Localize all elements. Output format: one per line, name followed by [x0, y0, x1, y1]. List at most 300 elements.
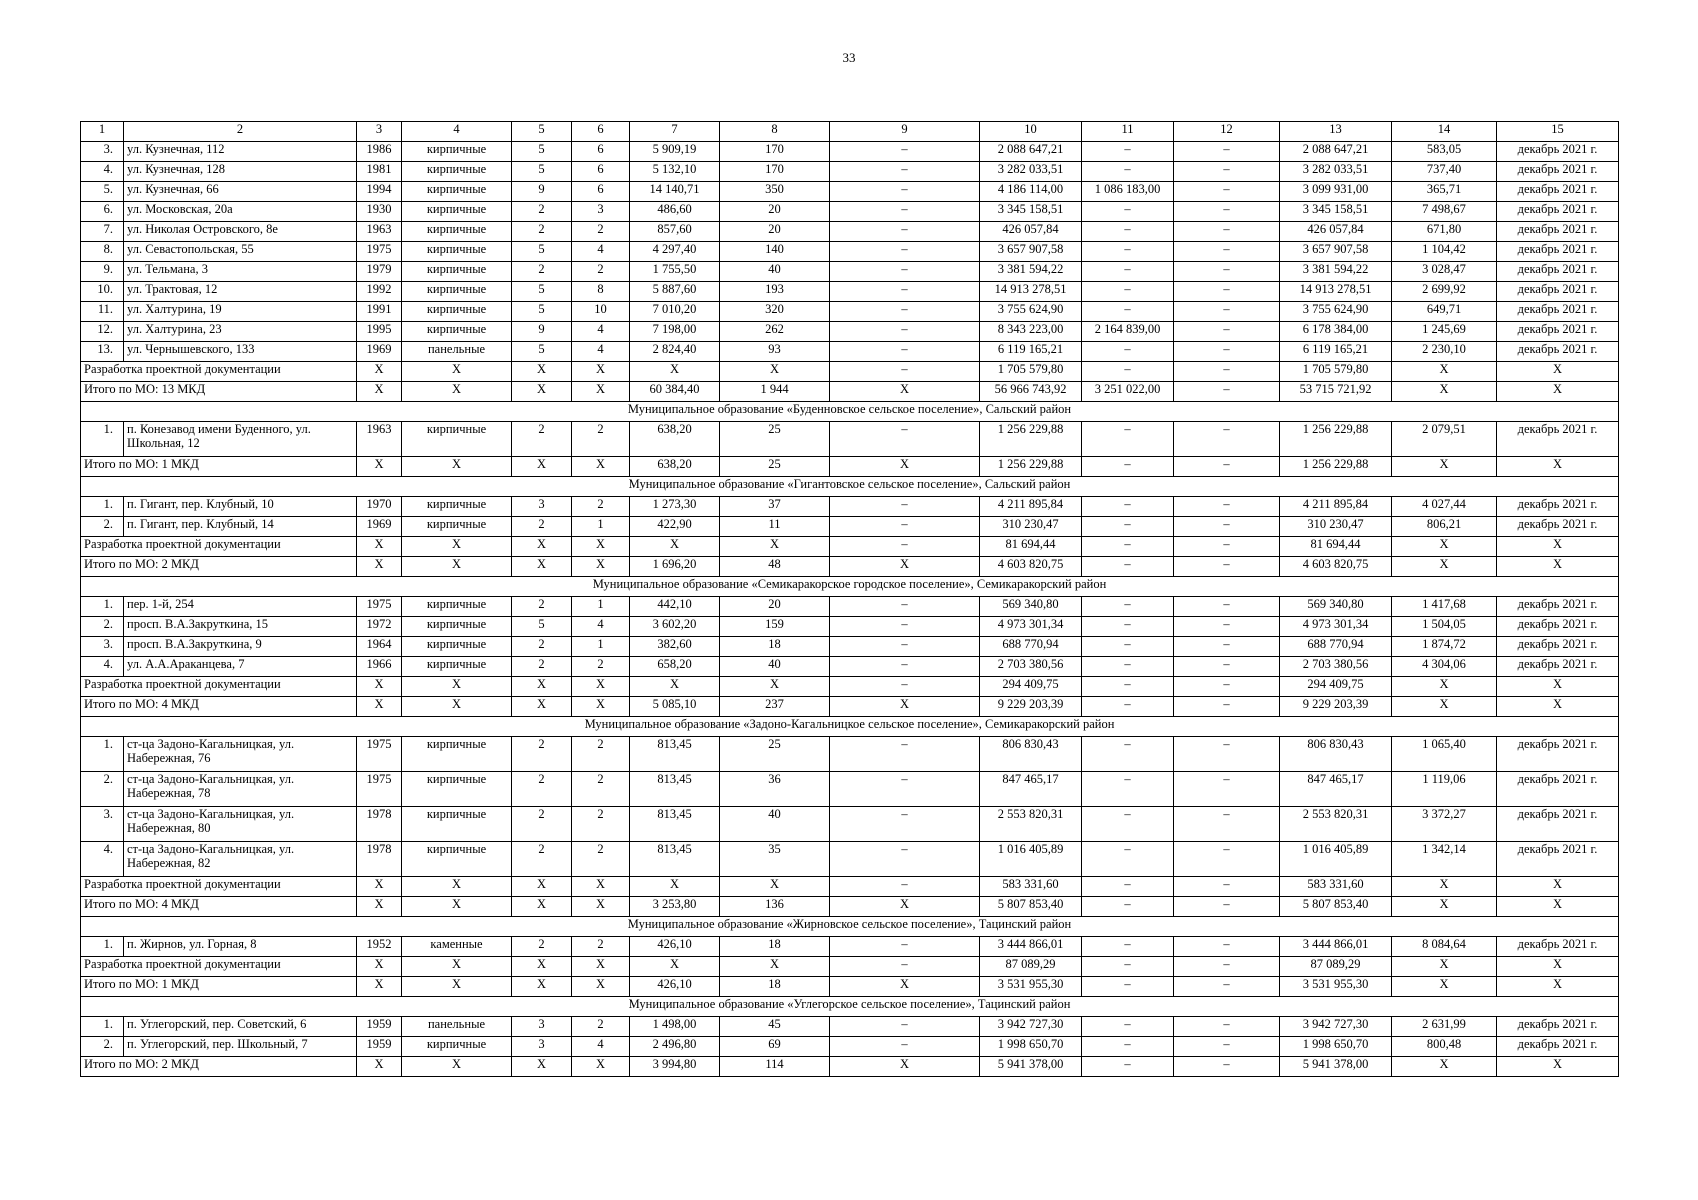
- table-cell: 2: [512, 222, 572, 242]
- table-cell: 13.: [81, 342, 124, 362]
- table-cell: –: [1174, 162, 1280, 182]
- table-cell: 806 830,43: [1280, 737, 1392, 772]
- table-cell: декабрь 2021 г.: [1497, 772, 1619, 807]
- table-cell: 69: [720, 1037, 830, 1057]
- table-cell: 1963: [357, 422, 402, 457]
- table-cell: X: [830, 382, 980, 402]
- table-cell: 1991: [357, 302, 402, 322]
- table-cell: 1978: [357, 807, 402, 842]
- table-cell: 4 973 301,34: [980, 617, 1082, 637]
- table-cell: 2: [512, 772, 572, 807]
- table-cell: X: [572, 362, 630, 382]
- table-cell: X: [572, 957, 630, 977]
- table-cell: –: [1174, 937, 1280, 957]
- table-row: [81, 1017, 1619, 1037]
- table-cell: X: [512, 457, 572, 477]
- table-row: [81, 182, 1619, 202]
- table-cell: 350: [720, 182, 830, 202]
- table-cell: 4 304,06: [1392, 657, 1497, 677]
- table-cell: просп. В.А.Закруткина, 9: [124, 637, 357, 657]
- table-cell: 1975: [357, 597, 402, 617]
- table-cell: 7.: [81, 222, 124, 242]
- column-number: 10: [980, 122, 1082, 142]
- table-cell: –: [1082, 222, 1174, 242]
- table-cell: X: [512, 362, 572, 382]
- table-cell: –: [830, 282, 980, 302]
- table-cell: декабрь 2021 г.: [1497, 1017, 1619, 1037]
- table-cell: X: [357, 537, 402, 557]
- table-cell: 5 941 378,00: [1280, 1057, 1392, 1077]
- summary-label: Разработка проектной документации: [81, 362, 357, 382]
- table-cell: 9: [512, 322, 572, 342]
- table-cell: ст-ца Задоно-Кагальницкая, ул. Набережная, 82: [124, 842, 357, 877]
- table-cell: 1 256 229,88: [980, 457, 1082, 477]
- table-cell: –: [1174, 807, 1280, 842]
- table-cell: 4.: [81, 657, 124, 677]
- table-cell: X: [357, 457, 402, 477]
- table-cell: ул. Тельмана, 3: [124, 262, 357, 282]
- table-cell: кирпичные: [402, 637, 512, 657]
- table-cell: 806 830,43: [980, 737, 1082, 772]
- table-cell: декабрь 2021 г.: [1497, 637, 1619, 657]
- table-cell: X: [357, 382, 402, 402]
- table-cell: –: [1082, 162, 1174, 182]
- table-cell: –: [1082, 597, 1174, 617]
- table-cell: 2.: [81, 617, 124, 637]
- summary-row: [81, 677, 1619, 697]
- table-cell: –: [1174, 222, 1280, 242]
- table-cell: декабрь 2021 г.: [1497, 1037, 1619, 1057]
- table-cell: 365,71: [1392, 182, 1497, 202]
- table-cell: 9.: [81, 262, 124, 282]
- table-cell: 3 099 931,00: [1280, 182, 1392, 202]
- table-cell: 6.: [81, 202, 124, 222]
- table-cell: 60 384,40: [630, 382, 720, 402]
- table-cell: X: [572, 537, 630, 557]
- table-row: [81, 322, 1619, 342]
- table-cell: 442,10: [630, 597, 720, 617]
- table-cell: кирпичные: [402, 182, 512, 202]
- table-row: [81, 517, 1619, 537]
- table-cell: –: [1174, 977, 1280, 997]
- table-cell: 170: [720, 142, 830, 162]
- table-cell: X: [1392, 1057, 1497, 1077]
- table-cell: X: [572, 677, 630, 697]
- table-cell: 6 119 165,21: [980, 342, 1082, 362]
- table-cell: X: [572, 977, 630, 997]
- table-cell: 1981: [357, 162, 402, 182]
- table-cell: X: [1497, 977, 1619, 997]
- column-number: 12: [1174, 122, 1280, 142]
- table-cell: 2 553 820,31: [980, 807, 1082, 842]
- table-cell: –: [830, 362, 980, 382]
- table-cell: 2: [512, 842, 572, 877]
- table-cell: 2: [512, 737, 572, 772]
- table-cell: декабрь 2021 г.: [1497, 617, 1619, 637]
- table-cell: –: [830, 737, 980, 772]
- table-cell: X: [512, 977, 572, 997]
- table-cell: 1 119,06: [1392, 772, 1497, 807]
- table-cell: 8 084,64: [1392, 937, 1497, 957]
- table-cell: –: [830, 1017, 980, 1037]
- table-cell: ул. Кузнечная, 128: [124, 162, 357, 182]
- table-cell: X: [1497, 382, 1619, 402]
- table-cell: 2 631,99: [1392, 1017, 1497, 1037]
- table-cell: 2: [572, 772, 630, 807]
- table-cell: –: [830, 142, 980, 162]
- table-cell: X: [357, 697, 402, 717]
- table-cell: 45: [720, 1017, 830, 1037]
- table-row: [81, 142, 1619, 162]
- table-cell: 294 409,75: [1280, 677, 1392, 697]
- column-number: 14: [1392, 122, 1497, 142]
- table-cell: –: [1082, 807, 1174, 842]
- table-cell: –: [1174, 242, 1280, 262]
- table-cell: 1979: [357, 262, 402, 282]
- summary-row: [81, 537, 1619, 557]
- table-cell: –: [1082, 1057, 1174, 1077]
- table-cell: 2.: [81, 772, 124, 807]
- table-cell: 671,80: [1392, 222, 1497, 242]
- table-cell: 2 496,80: [630, 1037, 720, 1057]
- table-cell: X: [1392, 677, 1497, 697]
- table-cell: 5 132,10: [630, 162, 720, 182]
- table-cell: 1.: [81, 937, 124, 957]
- table-cell: X: [512, 537, 572, 557]
- table-cell: –: [1174, 597, 1280, 617]
- table-cell: –: [1174, 697, 1280, 717]
- table-cell: –: [830, 222, 980, 242]
- summary-row: [81, 897, 1619, 917]
- table-cell: 813,45: [630, 842, 720, 877]
- table-cell: X: [402, 537, 512, 557]
- table-cell: 813,45: [630, 772, 720, 807]
- table-cell: кирпичные: [402, 142, 512, 162]
- table-cell: 4: [572, 242, 630, 262]
- summary-label: Итого по МО: 4 МКД: [81, 897, 357, 917]
- table-cell: 638,20: [630, 457, 720, 477]
- summary-label: Разработка проектной документации: [81, 877, 357, 897]
- table-cell: –: [1174, 497, 1280, 517]
- table-cell: –: [830, 842, 980, 877]
- table-cell: –: [1082, 637, 1174, 657]
- table-cell: –: [1174, 282, 1280, 302]
- table-cell: 2 088 647,21: [1280, 142, 1392, 162]
- column-number: 1: [81, 122, 124, 142]
- table-cell: кирпичные: [402, 517, 512, 537]
- summary-row: [81, 362, 1619, 382]
- table-cell: X: [1497, 877, 1619, 897]
- table-cell: 1963: [357, 222, 402, 242]
- table-cell: 1975: [357, 242, 402, 262]
- table-cell: –: [1174, 1017, 1280, 1037]
- table-cell: –: [1174, 537, 1280, 557]
- table-cell: –: [1082, 282, 1174, 302]
- summary-row: [81, 557, 1619, 577]
- table-cell: –: [1174, 362, 1280, 382]
- table-cell: –: [1174, 557, 1280, 577]
- table-cell: 3: [512, 1017, 572, 1037]
- table-cell: –: [1174, 657, 1280, 677]
- table-cell: 2: [572, 222, 630, 242]
- table-cell: 9 229 203,39: [1280, 697, 1392, 717]
- municipality-header-row: [81, 717, 1619, 737]
- table-cell: X: [1392, 897, 1497, 917]
- table-cell: X: [402, 897, 512, 917]
- table-cell: –: [1174, 677, 1280, 697]
- table-cell: X: [1392, 977, 1497, 997]
- table-cell: 1: [572, 597, 630, 617]
- table-cell: 8.: [81, 242, 124, 262]
- table-cell: 800,48: [1392, 1037, 1497, 1057]
- summary-label: Итого по МО: 13 МКД: [81, 382, 357, 402]
- table-cell: –: [1082, 957, 1174, 977]
- table-cell: X: [1392, 557, 1497, 577]
- table-cell: 310 230,47: [1280, 517, 1392, 537]
- table-cell: кирпичные: [402, 597, 512, 617]
- table-cell: 1 016 405,89: [1280, 842, 1392, 877]
- table-cell: 4: [572, 1037, 630, 1057]
- table-cell: 5: [512, 162, 572, 182]
- table-cell: 2: [572, 422, 630, 457]
- table-cell: ул. Кузнечная, 66: [124, 182, 357, 202]
- table-cell: 4: [572, 342, 630, 362]
- table-cell: декабрь 2021 г.: [1497, 842, 1619, 877]
- table-row: [81, 422, 1619, 457]
- table-cell: X: [402, 677, 512, 697]
- summary-row: [81, 457, 1619, 477]
- table-cell: кирпичные: [402, 422, 512, 457]
- table-cell: –: [830, 937, 980, 957]
- table-cell: 3 381 594,22: [1280, 262, 1392, 282]
- table-cell: 5: [512, 242, 572, 262]
- table-cell: 1959: [357, 1017, 402, 1037]
- table-cell: 3 942 727,30: [980, 1017, 1082, 1037]
- table-row: [81, 342, 1619, 362]
- table-cell: кирпичные: [402, 1037, 512, 1057]
- table-cell: 3 282 033,51: [1280, 162, 1392, 182]
- table-cell: 1 705 579,80: [1280, 362, 1392, 382]
- table-cell: X: [572, 557, 630, 577]
- table-cell: 5: [512, 617, 572, 637]
- table-cell: 813,45: [630, 807, 720, 842]
- table-cell: X: [357, 877, 402, 897]
- table-cell: 2: [512, 807, 572, 842]
- table-cell: ул. Халтурина, 23: [124, 322, 357, 342]
- column-number: 8: [720, 122, 830, 142]
- table-cell: 2 164 839,00: [1082, 322, 1174, 342]
- table-cell: 14 140,71: [630, 182, 720, 202]
- table-cell: п. Конезавод имени Буденного, ул. Школьная, 12: [124, 422, 357, 457]
- table-cell: декабрь 2021 г.: [1497, 322, 1619, 342]
- table-cell: –: [1174, 617, 1280, 637]
- table-cell: 1969: [357, 342, 402, 362]
- table-cell: 813,45: [630, 737, 720, 772]
- table-cell: 1 104,42: [1392, 242, 1497, 262]
- table-cell: –: [1082, 342, 1174, 362]
- table-cell: –: [1082, 242, 1174, 262]
- summary-label: Итого по МО: 1 МКД: [81, 457, 357, 477]
- table-cell: 1992: [357, 282, 402, 302]
- table-cell: 25: [720, 422, 830, 457]
- column-number: 5: [512, 122, 572, 142]
- table-cell: –: [1082, 877, 1174, 897]
- table-cell: –: [1082, 697, 1174, 717]
- summary-label: Итого по МО: 2 МКД: [81, 1057, 357, 1077]
- table-row: [81, 637, 1619, 657]
- table-cell: –: [830, 342, 980, 362]
- table-cell: 2: [572, 1017, 630, 1037]
- table-cell: 3 444 866,01: [980, 937, 1082, 957]
- table-cell: X: [402, 362, 512, 382]
- table-cell: –: [1174, 342, 1280, 362]
- table-cell: X: [1497, 1057, 1619, 1077]
- table-cell: –: [1174, 262, 1280, 282]
- table-cell: –: [1174, 737, 1280, 772]
- table-cell: 4 211 895,84: [1280, 497, 1392, 517]
- table-cell: 1 498,00: [630, 1017, 720, 1037]
- table-cell: декабрь 2021 г.: [1497, 222, 1619, 242]
- table-cell: –: [830, 242, 980, 262]
- table-cell: X: [1497, 362, 1619, 382]
- table-cell: 6: [572, 162, 630, 182]
- table-cell: 20: [720, 222, 830, 242]
- table-cell: 193: [720, 282, 830, 302]
- table-cell: 1978: [357, 842, 402, 877]
- table-row: [81, 842, 1619, 877]
- municipality-name: Муниципальное образование «Семикаракорское городское поселение», Семикаракорский район: [81, 577, 1619, 597]
- table-cell: 3 657 907,58: [980, 242, 1082, 262]
- table-cell: X: [830, 557, 980, 577]
- table-cell: –: [830, 517, 980, 537]
- table-cell: 5 085,10: [630, 697, 720, 717]
- table-cell: 36: [720, 772, 830, 807]
- table-cell: 81 694,44: [980, 537, 1082, 557]
- table-cell: 422,90: [630, 517, 720, 537]
- table-cell: X: [512, 697, 572, 717]
- table-cell: 4 211 895,84: [980, 497, 1082, 517]
- table-cell: –: [1174, 422, 1280, 457]
- column-number: 4: [402, 122, 512, 142]
- municipality-header-row: [81, 477, 1619, 497]
- table-cell: 1 998 650,70: [980, 1037, 1082, 1057]
- column-number: 13: [1280, 122, 1392, 142]
- table-cell: 40: [720, 807, 830, 842]
- table-cell: 3 282 033,51: [980, 162, 1082, 182]
- table-row: [81, 262, 1619, 282]
- table-cell: 1.: [81, 422, 124, 457]
- table-cell: декабрь 2021 г.: [1497, 182, 1619, 202]
- table-cell: 6: [572, 182, 630, 202]
- table-cell: 1 256 229,88: [980, 422, 1082, 457]
- table-cell: X: [1497, 557, 1619, 577]
- table-cell: –: [1082, 1017, 1174, 1037]
- municipality-header-row: [81, 577, 1619, 597]
- table-cell: декабрь 2021 г.: [1497, 302, 1619, 322]
- table-cell: 3 345 158,51: [1280, 202, 1392, 222]
- table-cell: –: [1082, 142, 1174, 162]
- table-cell: 6: [572, 142, 630, 162]
- table-cell: 1 273,30: [630, 497, 720, 517]
- table-cell: –: [1174, 457, 1280, 477]
- table-cell: 11.: [81, 302, 124, 322]
- table-cell: X: [630, 957, 720, 977]
- table-cell: X: [357, 957, 402, 977]
- table-cell: 1 755,50: [630, 262, 720, 282]
- table-cell: 237: [720, 697, 830, 717]
- table-cell: ул. А.А.Араканцева, 7: [124, 657, 357, 677]
- table-cell: X: [630, 362, 720, 382]
- table-cell: 40: [720, 262, 830, 282]
- table-cell: X: [1497, 457, 1619, 477]
- summary-row: [81, 382, 1619, 402]
- table-cell: 2.: [81, 1037, 124, 1057]
- table-cell: 10: [572, 302, 630, 322]
- table-cell: 3: [572, 202, 630, 222]
- table-cell: –: [1174, 897, 1280, 917]
- table-cell: 9: [512, 182, 572, 202]
- table-cell: 25: [720, 457, 830, 477]
- table-cell: 1 874,72: [1392, 637, 1497, 657]
- table-cell: 2: [512, 202, 572, 222]
- column-number: 2: [124, 122, 357, 142]
- table-cell: 4.: [81, 162, 124, 182]
- table-row: [81, 937, 1619, 957]
- table-cell: 806,21: [1392, 517, 1497, 537]
- table-cell: 294 409,75: [980, 677, 1082, 697]
- table-cell: X: [720, 957, 830, 977]
- table-cell: 1994: [357, 182, 402, 202]
- table-cell: X: [1497, 537, 1619, 557]
- table-cell: X: [1392, 697, 1497, 717]
- table-cell: 2: [572, 737, 630, 772]
- table-cell: кирпичные: [402, 842, 512, 877]
- table-cell: кирпичные: [402, 262, 512, 282]
- table-cell: –: [830, 772, 980, 807]
- table-cell: –: [1082, 1037, 1174, 1057]
- table-cell: X: [512, 677, 572, 697]
- table-cell: 4 186 114,00: [980, 182, 1082, 202]
- table-cell: каменные: [402, 937, 512, 957]
- table-cell: –: [830, 677, 980, 697]
- table-cell: 4 603 820,75: [980, 557, 1082, 577]
- table-cell: X: [572, 877, 630, 897]
- table-cell: 1959: [357, 1037, 402, 1057]
- municipality-name: Муниципальное образование «Жирновское сельское поселение», Тацинский район: [81, 917, 1619, 937]
- table-cell: –: [1082, 202, 1174, 222]
- table-cell: 5 909,19: [630, 142, 720, 162]
- table-cell: –: [1174, 1057, 1280, 1077]
- table-cell: X: [1392, 957, 1497, 977]
- table-cell: –: [830, 162, 980, 182]
- table-cell: X: [572, 897, 630, 917]
- table-cell: 2 824,40: [630, 342, 720, 362]
- table-cell: 20: [720, 202, 830, 222]
- table-cell: 2 703 380,56: [980, 657, 1082, 677]
- table-cell: X: [1497, 897, 1619, 917]
- table-cell: 5: [512, 302, 572, 322]
- table-cell: 2: [572, 657, 630, 677]
- table-cell: ул. Севастопольская, 55: [124, 242, 357, 262]
- summary-label: Итого по МО: 2 МКД: [81, 557, 357, 577]
- table-cell: 1995: [357, 322, 402, 342]
- table-cell: 1 342,14: [1392, 842, 1497, 877]
- table-cell: 4 973 301,34: [1280, 617, 1392, 637]
- table-cell: 2: [512, 637, 572, 657]
- table-cell: 847 465,17: [1280, 772, 1392, 807]
- table-cell: X: [630, 677, 720, 697]
- table-cell: декабрь 2021 г.: [1497, 282, 1619, 302]
